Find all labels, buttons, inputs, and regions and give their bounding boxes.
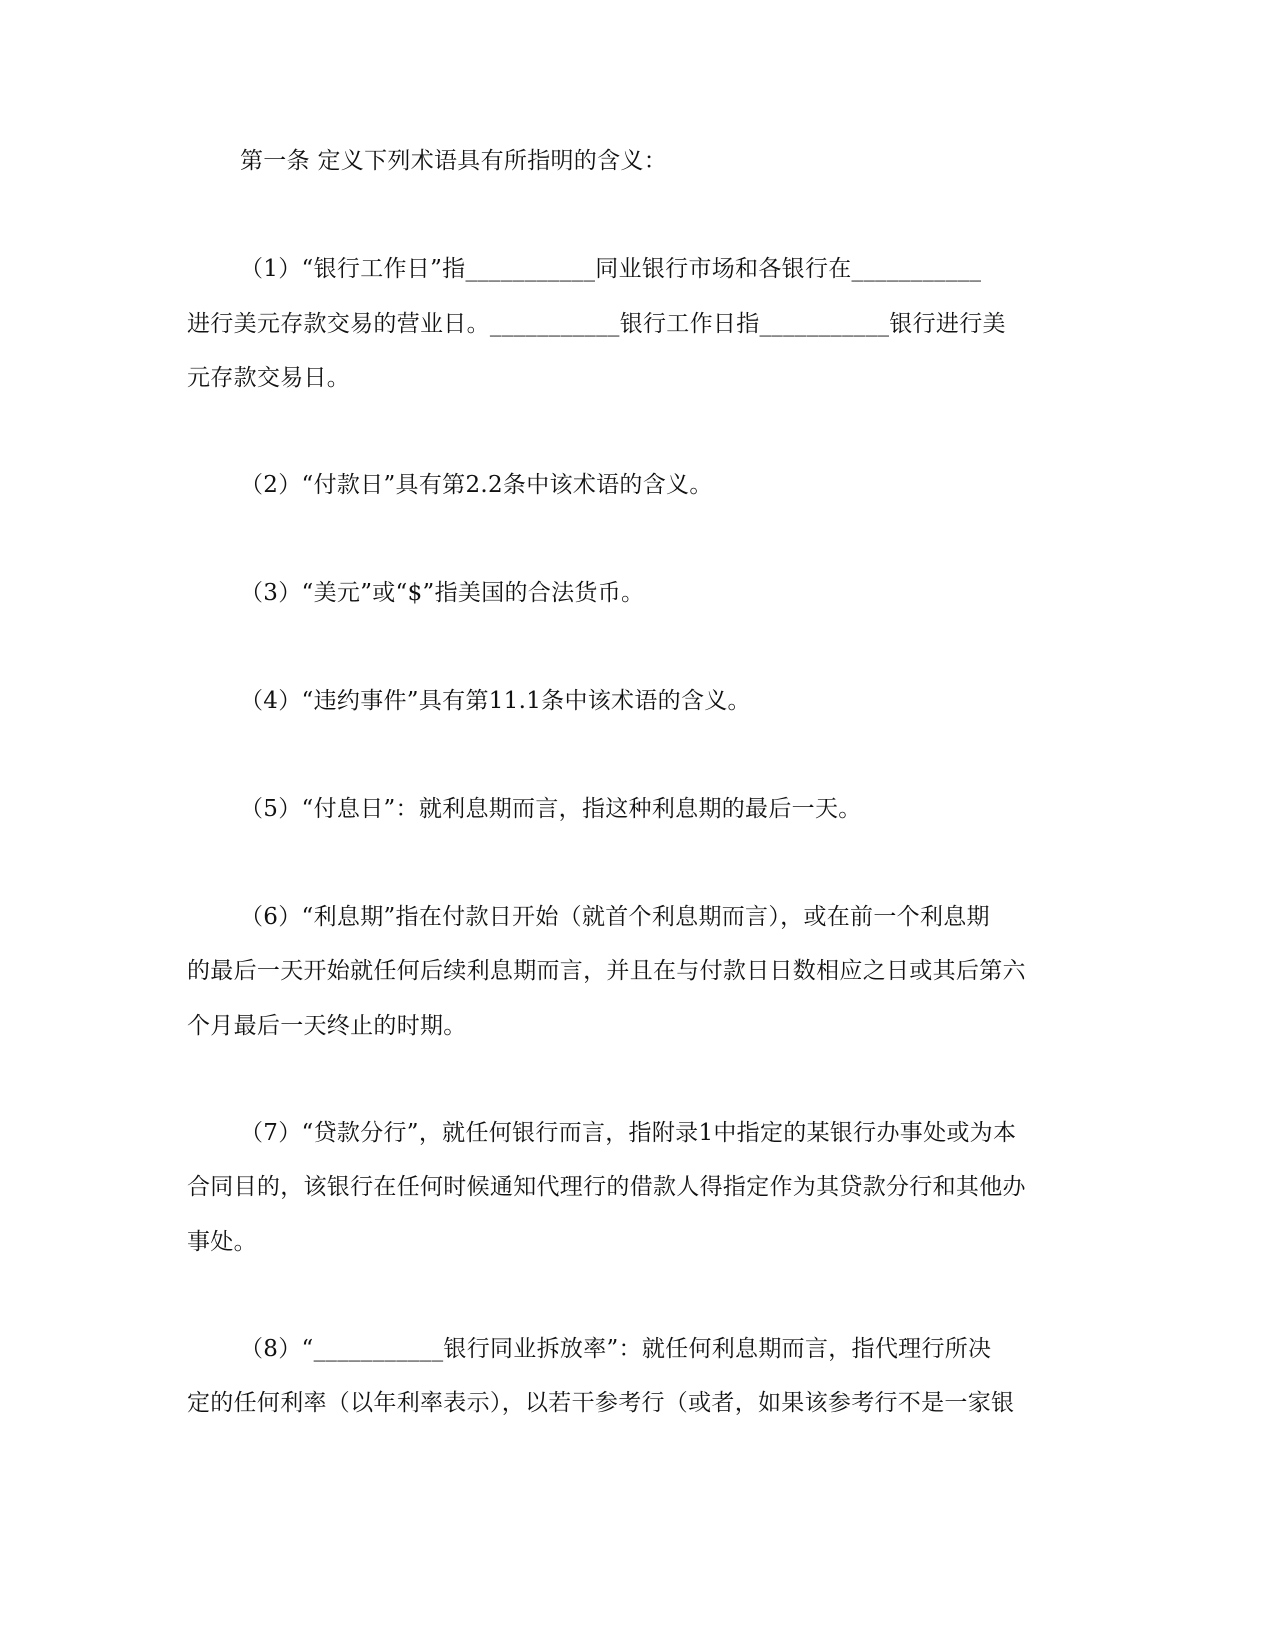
definition-6-line-2: 的最后一天开始就任何后续利息期而言，并且在与付款日日数相应之日或其后第六 [187,958,1026,984]
definition-3: （3）“美元”或“$”指美国的合法货币。 [240,580,645,606]
definition-1-line-1: （1）“银行工作日”指___________同业银行市场和各银行在___________ [240,256,982,282]
definition-1-line-2: 进行美元存款交易的营业日。___________银行工作日指___________银行进行美 [187,311,1006,337]
article-heading: 第一条 定义下列术语具有所指明的含义： [240,148,668,174]
definition-6-line-3: 个月最后一天终止的时期。 [187,1013,467,1039]
definition-8-line-2: 定的任何利率（以年利率表示），以若干参考行（或者，如果该参考行不是一家银 [187,1390,1015,1416]
definition-7-line-2: 合同目的，该银行在任何时候通知代理行的借款人得指定作为其贷款分行和其他办 [187,1174,1026,1200]
definition-2: （2）“付款日”具有第2.2条中该术语的含义。 [240,472,713,498]
definition-4: （4）“违约事件”具有第11.1条中该术语的含义。 [240,688,751,714]
definition-1-line-3: 元存款交易日。 [187,365,351,391]
definition-6-line-1: （6）“利息期”指在付款日开始（就首个利息期而言），或在前一个利息期 [240,904,990,930]
definition-5: （5）“付息日”：就利息期而言，指这种利息期的最后一天。 [240,796,862,822]
definition-7-line-3: 事处。 [187,1229,257,1255]
definition-8-line-1: （8）“___________银行同业拆放率”：就任何利息期而言，指代理行所决 [240,1336,992,1362]
definition-7-line-1: （7）“贷款分行”，就任何银行而言，指附录1中指定的某银行办事处或为本 [240,1120,1017,1146]
